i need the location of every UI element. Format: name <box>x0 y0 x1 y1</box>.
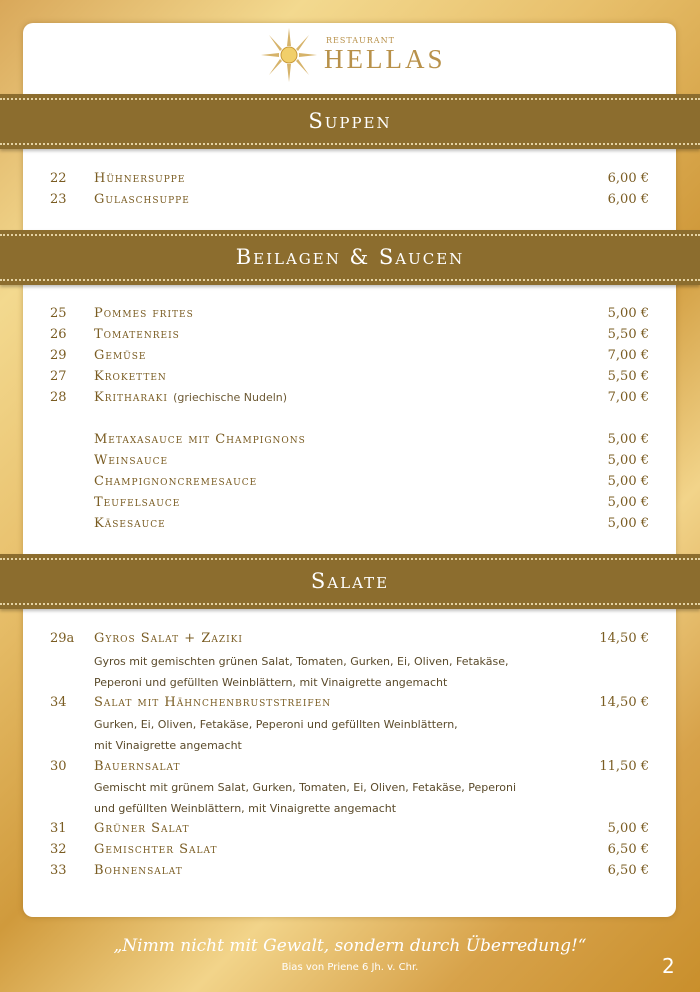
menu-item <box>0 327 700 348</box>
item-name: Grüner Salat <box>94 821 190 836</box>
item-price: 5,00 € <box>607 495 649 510</box>
item-name: Gemischter Salat <box>94 842 218 857</box>
item-description: Gemischt mit grünem Salat, Gurken, Tomaten, Ei, Oliven, Fetakäse, Peperoni <box>94 781 517 794</box>
item-name: Gemüse <box>94 348 147 363</box>
item-price: 5,00 € <box>607 821 649 836</box>
item-price: 11,50 € <box>599 759 649 774</box>
section-title: Beilagen & Saucen <box>235 245 465 269</box>
item-name: Käsesauce <box>94 516 166 531</box>
item-description: Peperoni und gefüllten Weinblättern, mit Vinaigrette angemacht <box>94 676 448 689</box>
item-price: 6,50 € <box>607 863 649 878</box>
item-name: Teufelsauce <box>94 495 181 510</box>
item-description: mit Vinaigrette angemacht <box>94 739 242 752</box>
sauce-item <box>0 453 700 474</box>
menu-item <box>0 821 700 842</box>
logo-subtitle: RESTAURANT <box>326 36 395 45</box>
menu-item <box>0 306 700 327</box>
menu-item <box>0 369 700 390</box>
menu-item <box>0 171 700 192</box>
sauce-item <box>0 516 700 537</box>
item-price: 7,00 € <box>607 348 649 363</box>
item-name-with-note <box>94 390 287 405</box>
item-price: 6,50 € <box>607 842 649 857</box>
item-price: 6,00 € <box>607 171 649 186</box>
item-number: 33 <box>50 863 67 878</box>
item-name: Metaxasauce mit Champignons <box>94 432 306 447</box>
item-description: Gurken, Ei, Oliven, Fetakäse, Peperoni und gefüllten Weinblättern, <box>94 718 458 731</box>
restaurant-logo <box>258 26 458 84</box>
item-name: Pommes frites <box>94 306 194 321</box>
sauce-item <box>0 495 700 516</box>
item-number: 34 <box>50 695 67 710</box>
logo-title: HELLAS <box>324 44 446 74</box>
item-name: Weinsauce <box>94 453 169 468</box>
item-name: Salat mit Hähnchenbruststreifen <box>94 695 332 710</box>
item-note: (griechische Nudeln) <box>173 391 288 404</box>
item-name: Champignoncremesauce <box>94 474 258 489</box>
sun-icon <box>258 26 320 84</box>
item-price: 7,00 € <box>607 390 649 405</box>
item-name: Tomatenreis <box>94 327 180 342</box>
item-price: 5,50 € <box>607 369 649 384</box>
item-number: 29a <box>50 631 75 646</box>
item-name: Kritharaki <box>94 390 168 405</box>
item-price: 14,50 € <box>599 631 649 646</box>
item-number: 22 <box>50 171 67 186</box>
item-price: 14,50 € <box>599 695 649 710</box>
item-number: 29 <box>50 348 67 363</box>
item-name: Kroketten <box>94 369 167 384</box>
item-number: 23 <box>50 192 67 207</box>
item-name: Hühnersuppe <box>94 171 186 186</box>
item-name: Gulaschsuppe <box>94 192 190 207</box>
menu-item <box>0 863 700 884</box>
item-number: 27 <box>50 369 67 384</box>
item-price: 5,00 € <box>607 474 649 489</box>
item-price: 5,00 € <box>607 453 649 468</box>
item-name: Gyros Salat + Zaziki <box>94 631 243 646</box>
section-header-suppen <box>0 94 700 149</box>
item-description: Gyros mit gemischten grünen Salat, Tomaten, Gurken, Ei, Oliven, Fetakäse, <box>94 655 509 668</box>
sauce-item <box>0 474 700 495</box>
sauce-item <box>0 432 700 453</box>
item-number: 32 <box>50 842 67 857</box>
item-number: 31 <box>50 821 67 836</box>
section-header-beilagen <box>0 230 700 285</box>
menu-item <box>0 348 700 369</box>
item-price: 5,50 € <box>607 327 649 342</box>
item-number: 30 <box>50 759 67 774</box>
item-number: 28 <box>50 390 67 405</box>
item-price: 6,00 € <box>607 192 649 207</box>
item-name: Bohnensalat <box>94 863 183 878</box>
item-price: 5,00 € <box>607 306 649 321</box>
item-number: 25 <box>50 306 67 321</box>
menu-item <box>0 390 700 411</box>
page-number: 2 <box>662 954 675 978</box>
item-number: 26 <box>50 327 67 342</box>
section-title: Salate <box>310 569 390 593</box>
footer-author: Bias von Priene 6 Jh. v. Chr. <box>281 962 419 973</box>
menu-item <box>0 695 700 716</box>
item-name: Bauernsalat <box>94 759 181 774</box>
menu-item <box>0 759 700 780</box>
footer-quote: „Nimm nicht mit Gewalt, sondern durch Überredung!“ <box>113 936 587 956</box>
item-price: 5,00 € <box>607 432 649 447</box>
item-description: und gefüllten Weinblättern, mit Vinaigrette angemacht <box>94 802 397 815</box>
menu-item <box>0 192 700 213</box>
section-title: Suppen <box>308 109 392 133</box>
menu-item <box>0 631 700 652</box>
item-price: 5,00 € <box>607 516 649 531</box>
menu-item <box>0 842 700 863</box>
section-header-salate <box>0 554 700 609</box>
